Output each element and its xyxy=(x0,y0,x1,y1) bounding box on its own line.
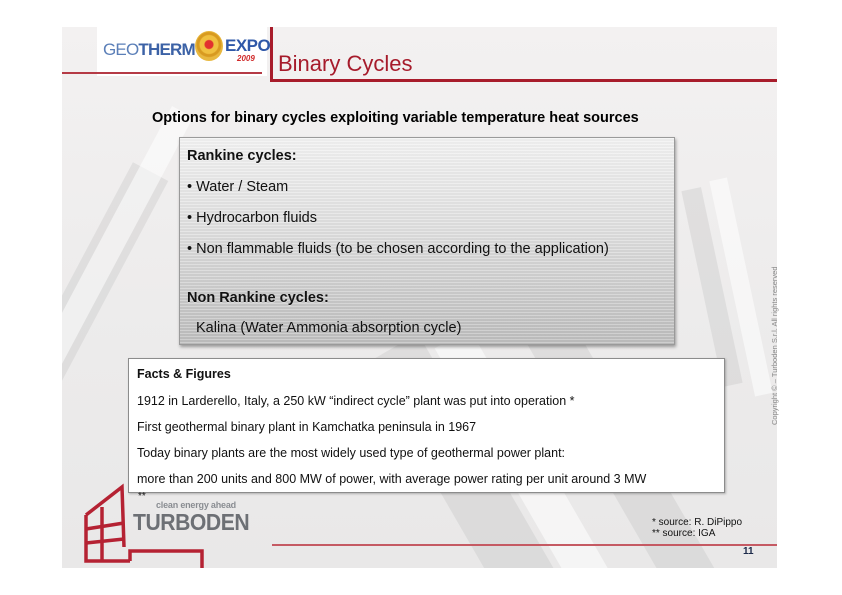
geothermexpo-logo xyxy=(97,27,271,76)
earth-globe-icon xyxy=(195,31,223,61)
fact-line: Today binary plants are the most widely used type of geothermal power plant: xyxy=(137,446,566,460)
list-item: • Water / Steam xyxy=(187,179,289,195)
list-item: Kalina (Water Ammonia absorption cycle) xyxy=(196,320,462,336)
fact-line: First geothermal binary plant in Kamchatka peninsula in 1967 xyxy=(137,420,477,434)
list-item: • Hydrocarbon fluids xyxy=(187,210,317,226)
logo-year: 2009 xyxy=(237,54,255,63)
cycle-options-box xyxy=(179,137,675,345)
title-vertical-rule xyxy=(270,27,273,81)
turboden-tagline: clean energy ahead xyxy=(156,500,236,510)
slide-title: Binary Cycles xyxy=(278,51,413,76)
footnote-marker: ** xyxy=(138,491,146,502)
turboden-wordmark: TURBODEN xyxy=(133,509,250,535)
title-horizontal-rule xyxy=(270,79,777,82)
source-line: ** source: IGA xyxy=(652,528,716,539)
header-divider-left xyxy=(62,72,262,74)
source-line: * source: R. DiPippo xyxy=(652,517,743,528)
slide-subtitle: Options for binary cycles exploiting variable temperature heat sources xyxy=(152,110,639,126)
list-item: • Non flammable fluids (to be chosen according to the application) xyxy=(187,241,609,257)
fact-line: more than 200 units and 800 MW of power, with average power rating per unit around 3 MW xyxy=(137,472,647,486)
sources-note xyxy=(652,517,742,539)
facts-figures-box xyxy=(128,358,725,493)
copyright-notice: Copyright © – Turboden S.r.l. All rights reserved xyxy=(770,266,779,425)
fact-line: 1912 in Larderello, Italy, a 250 kW “indirect cycle” plant was put into operation * xyxy=(137,394,575,408)
logo-geotherm-text: GEOTHERM xyxy=(103,40,195,59)
page-number: 11 xyxy=(743,546,754,557)
logo-expo-text: EXPO xyxy=(225,36,271,55)
footer-rule xyxy=(272,544,777,546)
slide xyxy=(62,27,777,568)
turboden-logo xyxy=(80,477,270,568)
non-rankine-heading: Non Rankine cycles: xyxy=(187,290,329,306)
facts-heading: Facts & Figures xyxy=(137,367,231,381)
rankine-heading: Rankine cycles: xyxy=(187,148,297,164)
